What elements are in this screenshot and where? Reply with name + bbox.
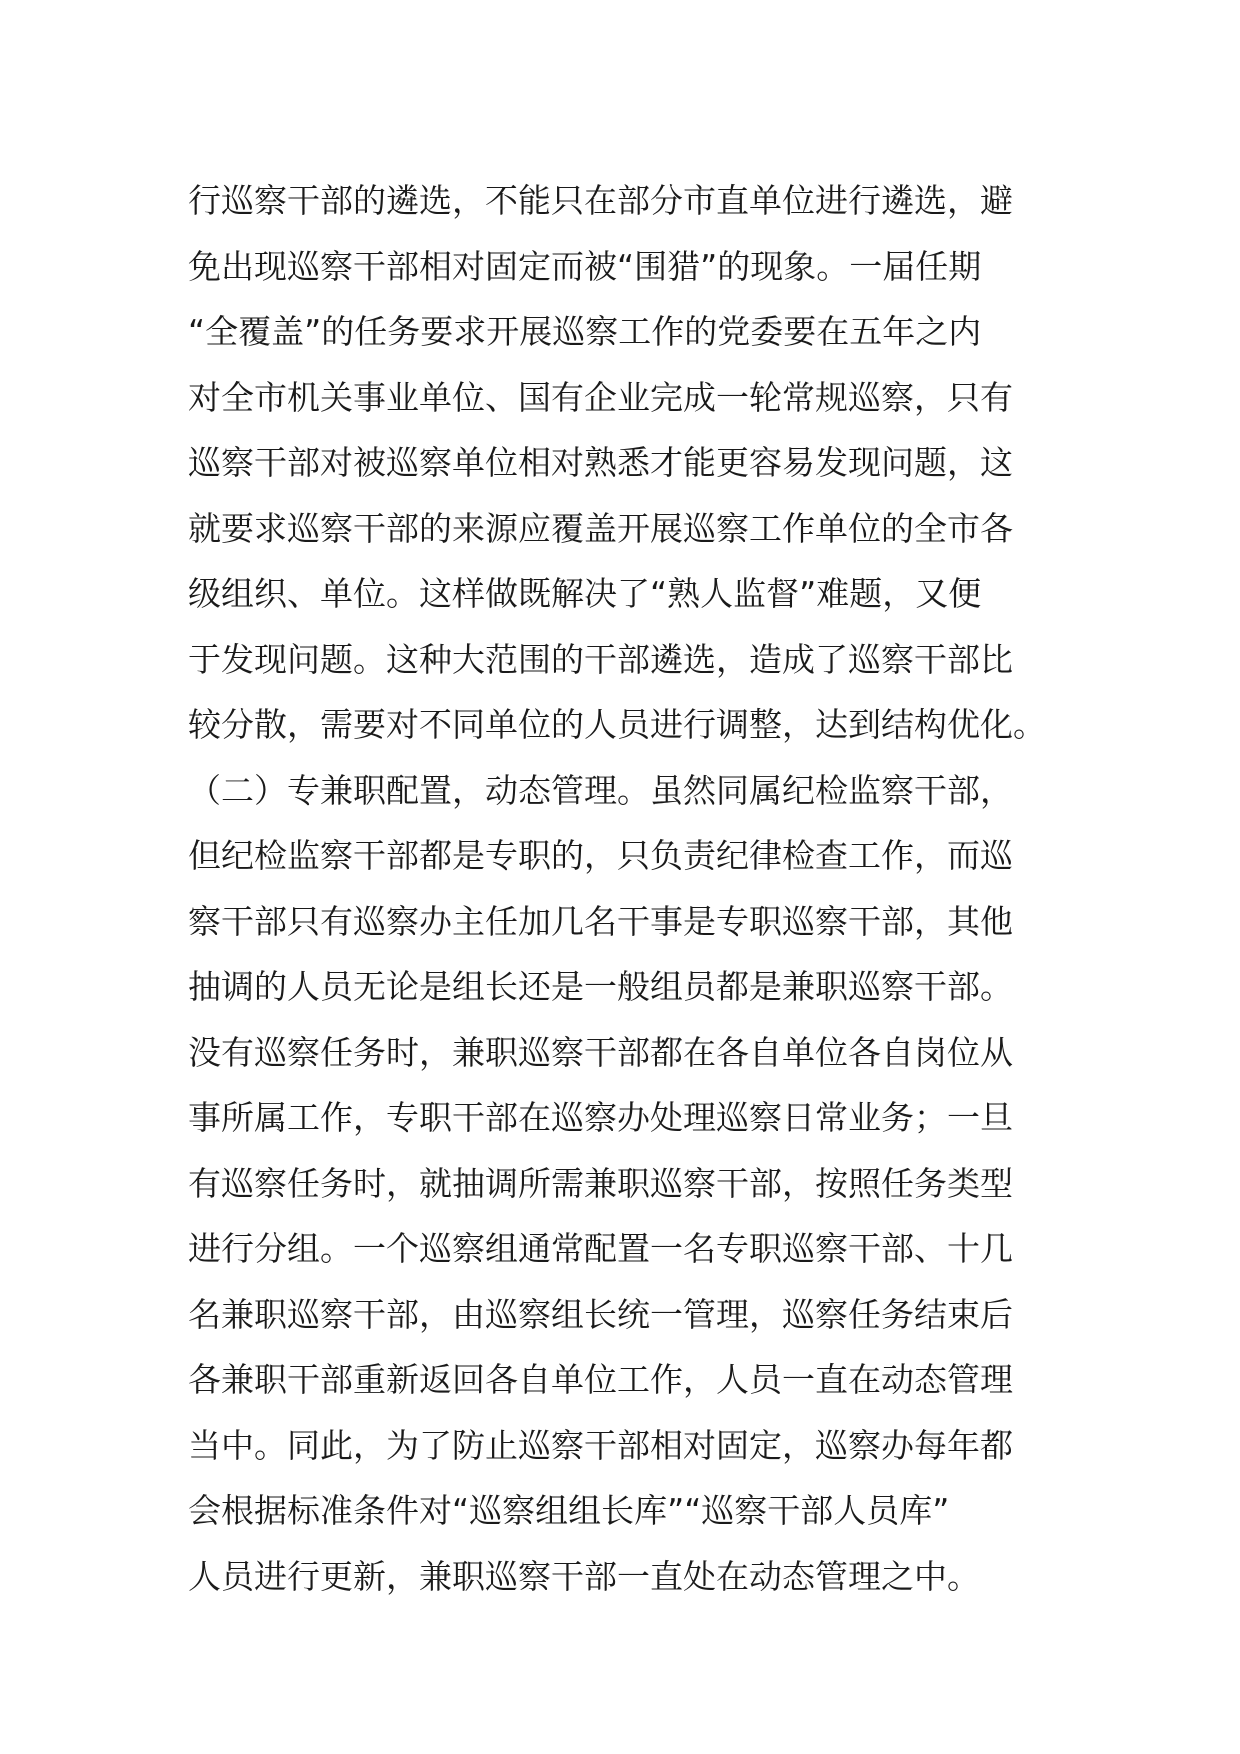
text-line: 当中。同此，为了防止巡察干部相对固定，巡察办每年都 (188, 1425, 1013, 1465)
text-line: 有巡察任务时，就抽调所需兼职巡察干部，按照任务类型 (188, 1163, 1013, 1203)
text-line: 行巡察干部的遴选，不能只在部分市直单位进行遴选，避 (188, 181, 1013, 220)
text-line: 会根据标准条件对“巡察组组长库”“巡察干部人员库” (188, 1491, 950, 1530)
text-line: 巡察干部对被巡察单位相对熟悉才能更容易发现问题，这 (188, 443, 1013, 482)
text-line: 于发现问题。这种大范围的干部遴选，造成了巡察干部比 (188, 639, 1013, 679)
text-line: 事所属工作，专职干部在巡察办处理巡察日常业务；一旦 (188, 1098, 1013, 1137)
text-line: 对全市机关事业单位、国有企业完成一轮常规巡察，只有 (188, 377, 1013, 417)
text-line: 就要求巡察干部的来源应覆盖开展巡察工作单位的全市各 (188, 508, 1013, 548)
section-heading-line: （二）专兼职配置，动态管理。虽然同属纪检监察干部， (188, 770, 1013, 810)
text-line: 人员进行更新，兼职巡察干部一直处在动态管理之中。 (188, 1556, 980, 1596)
text-line: 级组织、单位。这样做既解决了“熟人监督”难题，又便 (188, 574, 982, 613)
text-line: 免出现巡察干部相对固定而被“围猎”的现象。一届任期 (188, 246, 982, 286)
text-line: 没有巡察任务时，兼职巡察干部都在各自单位各自岗位从 (188, 1032, 1013, 1072)
text-line: 察干部只有巡察办主任加几名干事是专职巡察干部，其他 (188, 901, 1013, 941)
text-line: 进行分组。一个巡察组通常配置一名专职巡察干部、十几 (188, 1229, 1013, 1268)
text-line: 但纪检监察干部都是专职的，只负责纪律检查工作，而巡 (188, 836, 1013, 875)
text-line: 名兼职巡察干部，由巡察组长统一管理，巡察任务结束后 (188, 1294, 1013, 1334)
text-line: 抽调的人员无论是组长还是一般组员都是兼职巡察干部。 (188, 967, 1013, 1006)
text-line: “全覆盖”的任务要求开展巡察工作的党委要在五年之内 (188, 312, 982, 351)
text-line: 较分散，需要对不同单位的人员进行调整，达到结构优化。 (188, 705, 1046, 744)
body-text (188, 168, 1068, 1609)
text-line: 各兼职干部重新返回各自单位工作，人员一直在动态管理 (188, 1360, 1013, 1399)
